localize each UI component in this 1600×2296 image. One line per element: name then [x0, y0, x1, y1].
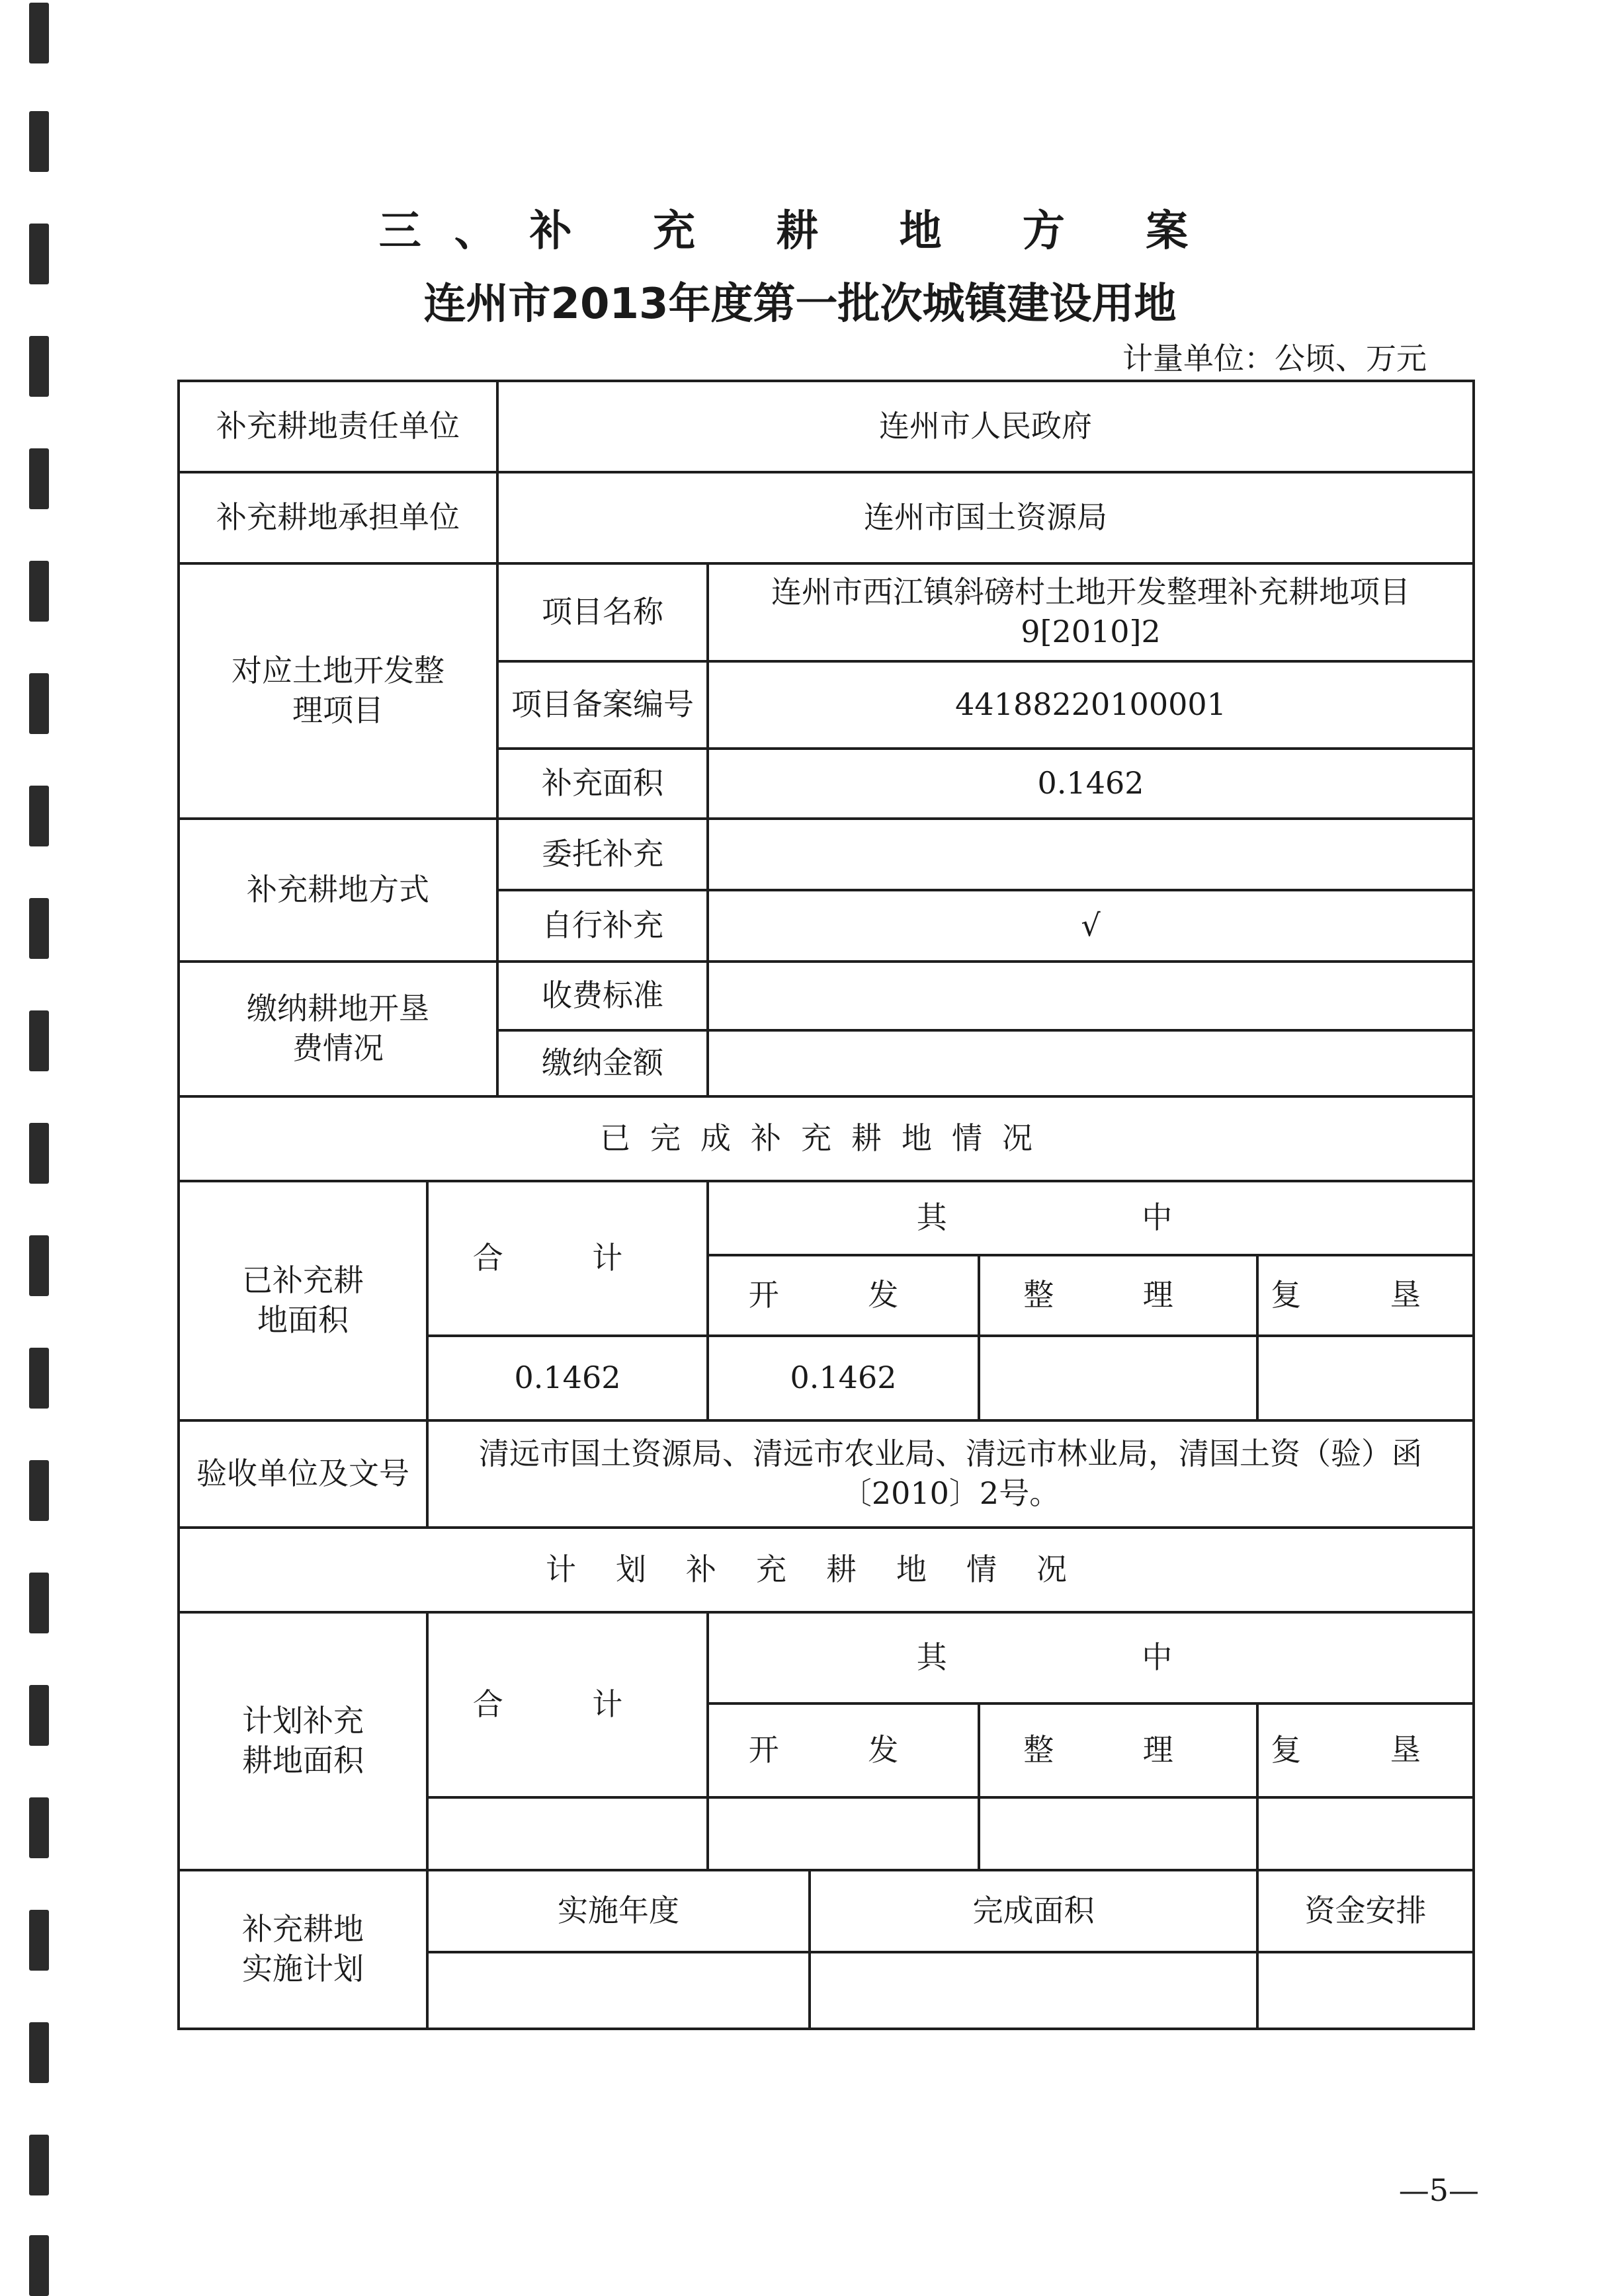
fee-amount-label: 缴纳金额: [497, 1030, 708, 1096]
impl-area-label: 完成面积: [810, 1870, 1257, 1952]
completed-develop-value: 0.1462: [708, 1336, 979, 1420]
completed-total-label: 合 计: [427, 1181, 708, 1336]
planned-develop-label: 开 发: [708, 1703, 979, 1797]
impl-year-value: [427, 1952, 810, 2029]
planned-reclaim-label: 复 垦: [1257, 1703, 1474, 1797]
supplement-area-label: 补充面积: [497, 749, 708, 819]
implementation-label: 补充耕地实施计划: [179, 1870, 427, 2029]
impl-funds-label: 资金安排: [1257, 1870, 1474, 1952]
completed-among-label: 其 中: [708, 1181, 1474, 1255]
table-row: [179, 1420, 1474, 1528]
table-row: [179, 819, 1474, 890]
undertaking-value: 连州市国土资源局: [497, 472, 1474, 563]
completed-reclaim-label: 复 垦: [1257, 1255, 1474, 1336]
page-title: 三、补 充 耕 地 方 案: [378, 207, 1222, 256]
table-row: [179, 962, 1474, 1030]
impl-year-label: 实施年度: [427, 1870, 810, 1952]
completed-total-value: 0.1462: [427, 1336, 708, 1420]
planned-among-label: 其 中: [708, 1612, 1474, 1703]
fee-standard-label: 收费标准: [497, 962, 708, 1030]
page-subtitle: 连州市2013年度第一批次城镇建设用地: [423, 280, 1177, 329]
planned-arrange-value: [979, 1797, 1257, 1870]
table-row: [179, 1181, 1474, 1255]
planned-area-label: 计划补充耕地面积: [179, 1612, 427, 1870]
table-row: [179, 1870, 1474, 1952]
project-record-value: 44188220100001: [708, 661, 1474, 749]
impl-funds-value: [1257, 1952, 1474, 2029]
completed-arrange-label: 整 理: [979, 1255, 1257, 1336]
project-record-label: 项目备案编号: [497, 661, 708, 749]
acceptance-value: 清远市国土资源局、清远市农业局、清远市林业局，清国土资（验）函〔2010〕2号。: [427, 1420, 1474, 1528]
table-row: [179, 563, 1474, 661]
acceptance-label: 验收单位及文号: [179, 1420, 427, 1528]
planned-reclaim-value: [1257, 1797, 1474, 1870]
method-group-label: 补充耕地方式: [179, 819, 497, 962]
completed-develop-label: 开 发: [708, 1255, 979, 1336]
fee-standard-value: [708, 962, 1474, 1030]
impl-area-value: [810, 1952, 1257, 2029]
planned-develop-value: [708, 1797, 979, 1870]
undertaking-label: 补充耕地承担单位: [179, 472, 497, 563]
completed-area-label: 已补充耕地面积: [179, 1181, 427, 1420]
completed-reclaim-value: [1257, 1336, 1474, 1420]
planned-section-title: 计划补充耕地情况: [179, 1528, 1474, 1612]
project-name-label: 项目名称: [497, 563, 708, 661]
unit-note: 计量单位：公顷、万元: [1122, 341, 1427, 376]
planned-total-label: 合 计: [427, 1612, 708, 1797]
supplement-area-value: 0.1462: [708, 749, 1474, 819]
fee-amount-value: [708, 1030, 1474, 1096]
supplement-plan-table: [177, 380, 1475, 2030]
project-group-label: 对应土地开发整理项目: [179, 563, 497, 819]
table-row: [179, 1528, 1474, 1612]
completed-section-title: 已完成补充耕地情况: [179, 1096, 1474, 1181]
planned-total-value: [427, 1797, 708, 1870]
completed-arrange-value: [979, 1336, 1257, 1420]
responsible-label: 补充耕地责任单位: [179, 381, 497, 472]
planned-arrange-label: 整 理: [979, 1703, 1257, 1797]
table-row: [179, 472, 1474, 563]
fee-group-label: 缴纳耕地开垦费情况: [179, 962, 497, 1096]
entrusted-value: [708, 819, 1474, 890]
table-row: [179, 1612, 1474, 1703]
project-name-value: 连州市西江镇斜磅村土地开发整理补充耕地项目9[2010]2: [708, 563, 1474, 661]
entrusted-label: 委托补充: [497, 819, 708, 890]
binding-holes: [29, 0, 56, 2287]
table-row: [179, 1096, 1474, 1181]
self-value: √: [708, 890, 1474, 962]
table-row: [179, 381, 1474, 472]
responsible-value: 连州市人民政府: [497, 381, 1474, 472]
page-number: —5—: [1398, 2172, 1479, 2208]
self-label: 自行补充: [497, 890, 708, 962]
